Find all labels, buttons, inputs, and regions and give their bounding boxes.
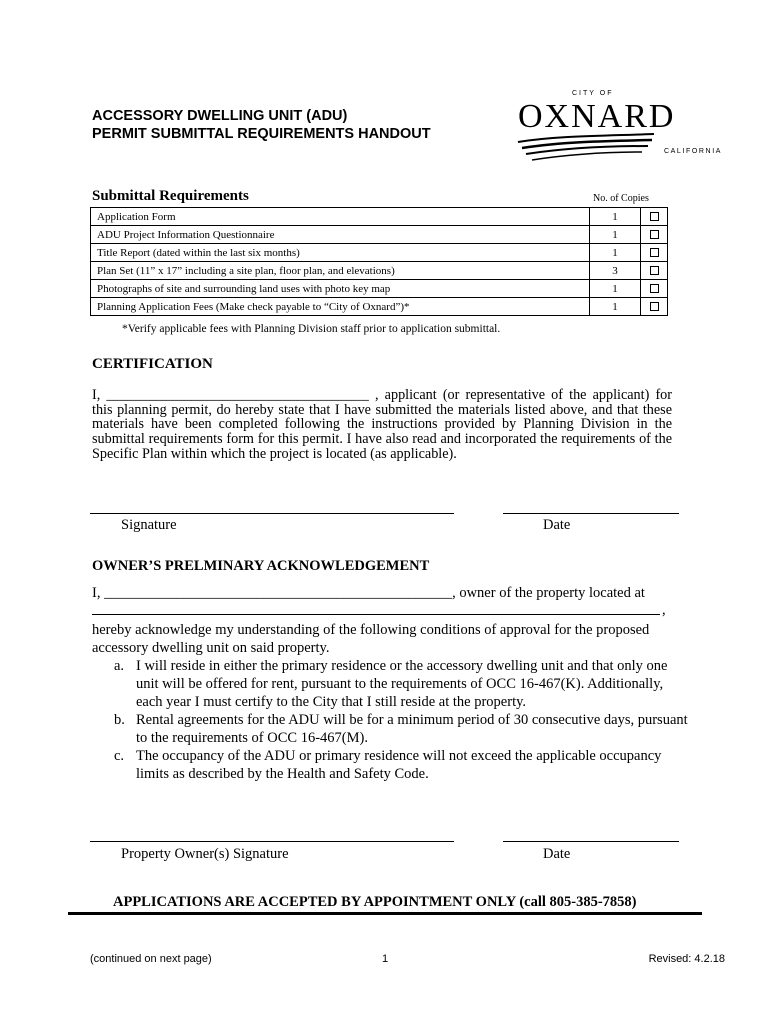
owner-signature-line[interactable] (90, 841, 454, 842)
condition-text: The occupancy of the ADU or primary residence will not exceed the applicable occupancy limits as described by the Health and Safety Code. (136, 748, 662, 782)
table-row (91, 226, 668, 244)
owner-heading: OWNER’S PRELMINARY ACKNOWLEDGEMENT (92, 558, 430, 574)
item-label: Title Report (dated within the last six months) (91, 244, 590, 262)
item-label: Photographs of site and surrounding land uses with photo key map (91, 280, 590, 298)
item-copies: 1 (590, 280, 641, 298)
logo-waves-icon (516, 132, 656, 168)
item-label: Planning Application Fees (Make check payable to “City of Oxnard”)* (91, 298, 590, 316)
owner-signature-label: Property Owner(s) Signature (121, 846, 289, 862)
table-row (91, 298, 668, 316)
continued-note: (continued on next page) (90, 953, 212, 965)
checkbox[interactable] (650, 266, 659, 275)
condition-text: I will reside in either the primary residence or the accessory dwelling unit and that only one unit will be offered for rent, pursuant to the requirements of OCC 16-467(K). Additionally, each year I must certify to the City that I still reside at the property. (136, 658, 668, 710)
condition-text: Rental agreements for the ADU will be for a minimum period of 30 consecutive days, pursuant to the requirements of OCC 16-467(M). (136, 712, 688, 746)
revision-date: Revised: 4.2.18 (648, 953, 725, 965)
item-copies: 1 (590, 208, 641, 226)
owner-date-line[interactable] (503, 841, 679, 842)
logo-city-of: CITY OF (572, 90, 614, 97)
signature-line[interactable] (90, 513, 454, 514)
owner-date-label: Date (543, 846, 571, 862)
owner-name-line: I, ________________________________________________, owner of the property located at (92, 585, 645, 601)
list-marker: c. (114, 748, 125, 764)
signature-label: Signature (121, 517, 177, 533)
date-line[interactable] (503, 513, 679, 514)
table-row (91, 262, 668, 280)
appointment-notice: APPLICATIONS ARE ACCEPTED BY APPOINTMENT ONLY (call 805-385-7858) (113, 894, 637, 910)
list-item (92, 747, 692, 783)
item-label: ADU Project Information Questionnaire (91, 226, 590, 244)
logo-state: CALIFORNIA (664, 148, 723, 155)
requirements-table (90, 207, 668, 316)
address-comma: , (662, 602, 666, 618)
table-row (91, 244, 668, 262)
item-copies: 1 (590, 226, 641, 244)
submittal-heading: Submittal Requirements (92, 188, 249, 204)
fees-note: *Verify applicable fees with Planning Division staff prior to application submittal. (122, 323, 501, 335)
table-row (91, 208, 668, 226)
title-line-1: ACCESSORY DWELLING UNIT (ADU) (92, 108, 348, 124)
checkbox[interactable] (650, 230, 659, 239)
copies-heading: No. of Copies (593, 193, 649, 204)
checkbox[interactable] (650, 284, 659, 293)
certification-heading: CERTIFICATION (92, 356, 213, 372)
item-copies: 3 (590, 262, 641, 280)
page-number: 1 (382, 953, 389, 965)
date-label: Date (543, 517, 571, 533)
item-label: Application Form (91, 208, 590, 226)
acknowledgement-text (92, 621, 692, 783)
list-item (92, 711, 692, 747)
item-copies: 1 (590, 244, 641, 262)
title-line-2: PERMIT SUBMITTAL REQUIREMENTS HANDOUT (92, 126, 431, 142)
list-marker: a. (114, 658, 125, 674)
city-of-oxnard-logo (516, 90, 728, 170)
logo-name: OXNARD (518, 98, 676, 135)
checkbox[interactable] (650, 302, 659, 311)
document-title (92, 107, 431, 143)
list-item (92, 657, 692, 711)
property-address-line[interactable] (92, 614, 660, 615)
list-marker: b. (114, 712, 125, 728)
checkbox[interactable] (650, 212, 659, 221)
acknowledgement-intro: hereby acknowledge my understanding of the following conditions of approval for the proposed accessory dwelling unit on said property. (92, 622, 650, 656)
item-copies: 1 (590, 298, 641, 316)
footer-divider (68, 912, 702, 915)
table-row (91, 280, 668, 298)
certification-text: I, _____________________________________ , applicant (or representative of the applicant) for this planning permit, do hereby state that I have submitted the materials listed above, and that these materials have been completed following the instructions provided by Planning Division in the submittal requirements form for this permit. I have also read and incorporated the requirements of the Specific Plan within which the project is located (as applicable). (92, 387, 672, 462)
item-label: Plan Set (11” x 17” including a site plan, floor plan, and elevations) (91, 262, 590, 280)
checkbox[interactable] (650, 248, 659, 257)
